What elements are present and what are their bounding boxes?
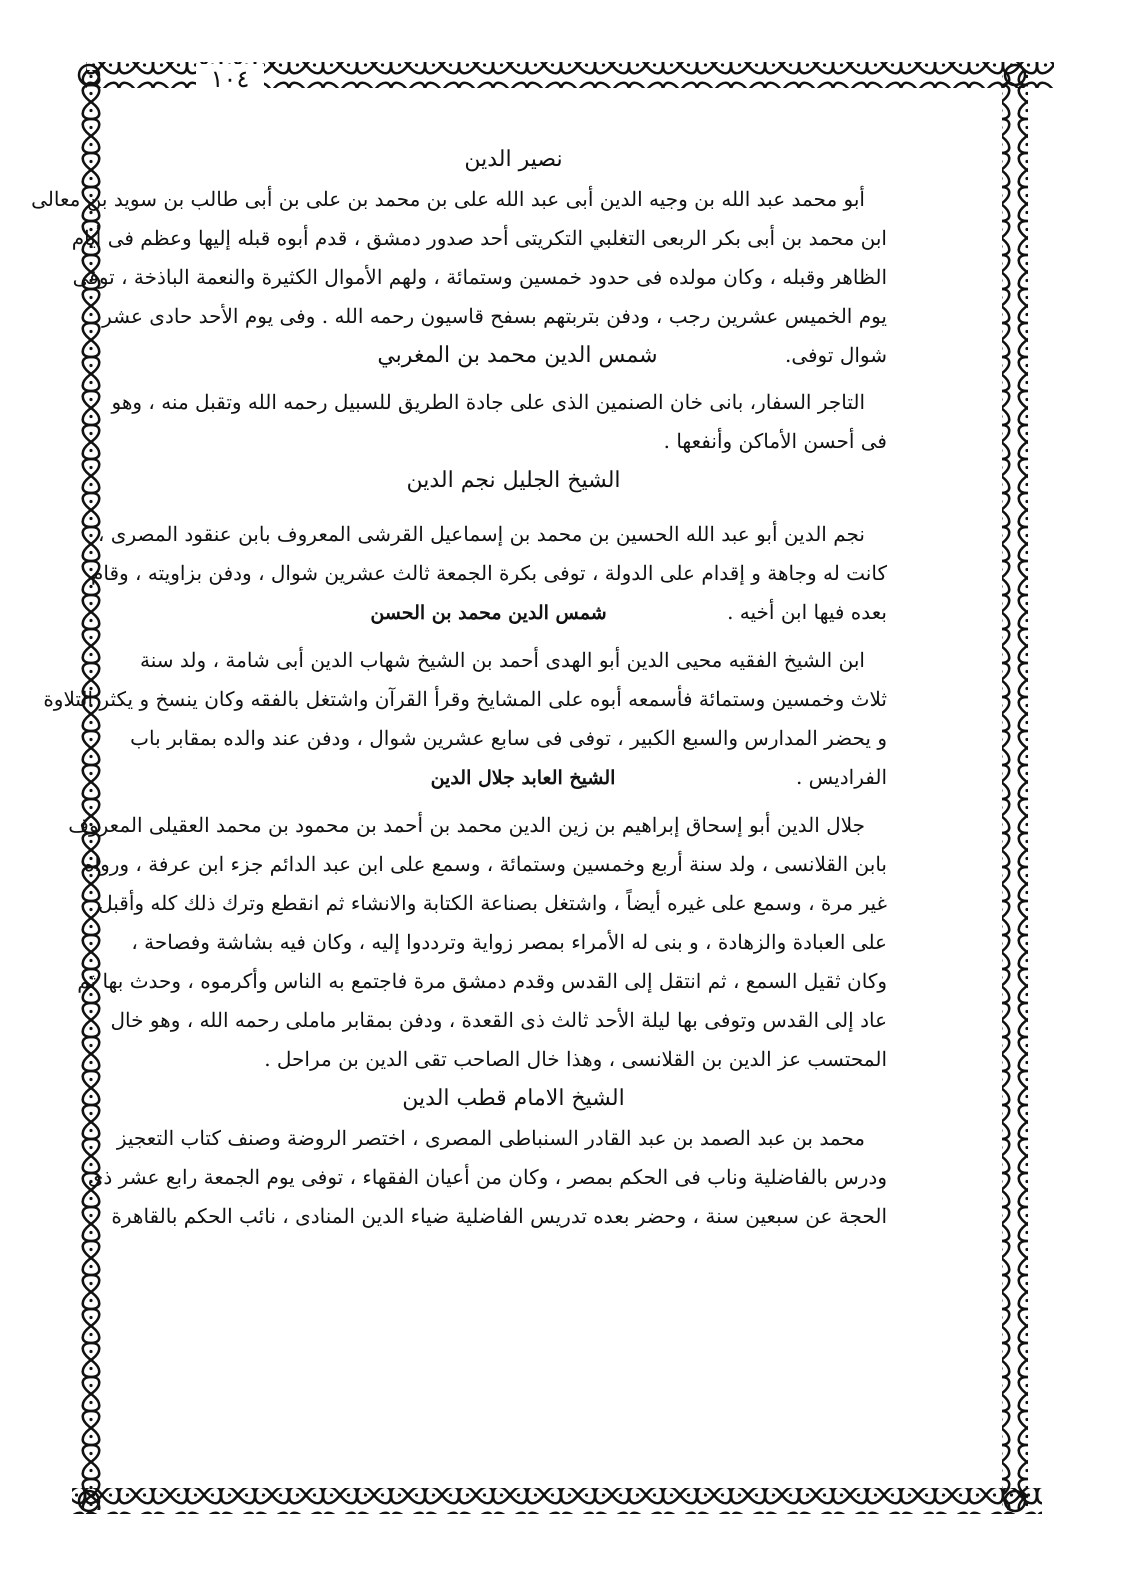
text-line: نجم الدين أبو عبد الله الحسين بن محمد بن إسماعيل القرشى المعروف بابن عنقود المصرى ، [97, 522, 865, 546]
page-number: ١٠٤ [196, 64, 264, 94]
text-line: الظاهر وقبله ، وكان مولده فى حدود خمسين وستمائة ، ولهم الأموال الكثيرة والنعمة الباذخة ، توفى [72, 265, 887, 289]
inline-heading-row [140, 593, 887, 633]
section-paragraph [68, 806, 887, 1079]
text-line: محمد بن عبد الصمد بن عبد القادر السنباطى المصرى ، اختصر الروضة وصنف كتاب التعجيز [116, 1126, 865, 1150]
text-line: الحجة عن سبعين سنة ، وحضر بعده تدريس الفاضلية ضياء الدين المنادى ، نائب الحكم بالقاهرة [111, 1204, 887, 1228]
text-line: بابن القلانسى ، ولد سنة أربع وخمسين وستمائة ، وسمع على ابن عبد الدائم جزء ابن عرفة ، ورواه [84, 852, 887, 876]
text-line: و يحضر المدارس والسبع الكبير ، توفى فى سابع عشرين شوال ، ودفن عند والده بمقابر باب [130, 726, 887, 750]
text-line: ابن محمد بن أبى بكر الربعى التغلبي التكريتى أحد صدور دمشق ، قدم أبوه قبله إليها وعظم فى أيام [71, 226, 887, 250]
text-line: ثلاث وخمسين وستمائة فأسمعه أبوه على المشايخ وقرأ القرآن واشتغل بالفقه وكان ينسخ و يكثر التلاوة [43, 687, 887, 711]
text-line: عاد إلى القدس وتوفى بها ليلة الأحد ثالث ذى القعدة ، ودفن بمقابر ماملى رحمه الله ، وهو خال [110, 1008, 887, 1032]
text-line: ودرس بالفاضلية وناب فى الحكم بمصر ، وكان من أعيان الفقهاء ، توفى يوم الجمعة رابع عشر ذى [87, 1165, 887, 1189]
text-line: فى أحسن الأماكن وأنفعها . [663, 429, 887, 453]
section-heading: الشيخ الجليل نجم الدين [406, 468, 621, 493]
section-heading: الشيخ العابد جلال الدين [430, 767, 616, 789]
section-heading: شمس الدين محمد بن الحسن [370, 602, 607, 624]
text-line: بعده فيها ابن أخيه . [727, 600, 887, 624]
text-line: غير مرة ، وسمع على غيره أيضاً ، واشتغل بصناعة الكتابة والانشاء ثم انقطع وترك ذلك كله وأقبل [98, 891, 887, 915]
inline-heading-row [140, 336, 887, 375]
section-paragraph [87, 1119, 887, 1236]
text-line: أبو محمد عبد الله بن وجيه الدين أبى عبد الله على بن محمد بن على بن أبى طالب بن سويد بن معالى [31, 187, 865, 211]
section-paragraph [43, 641, 887, 758]
text-line: على العبادة والزهادة ، و بنى له الأمراء بمصر زواية وترددوا إليه ، وكان فيه بشاشة وفصاحة ، [131, 930, 887, 954]
inline-heading-row [140, 758, 887, 798]
section-paragraph [91, 515, 887, 593]
section-heading: الشيخ الامام قطب الدين [402, 1086, 625, 1111]
text-line: كانت له وجاهة و إقدام على الدولة ، توفى بكرة الجمعة ثالث عشرين شوال ، ودفن بزاويته ، وقام [91, 561, 887, 585]
text-line: الفراديس . [795, 765, 887, 789]
text-line: المحتسب عز الدين بن القلانسى ، وهذا خال الصاحب تقى الدين بن مراحل . [264, 1047, 887, 1071]
section-paragraph [111, 383, 887, 461]
text-line: التاجر السفار، بانى خان الصنمين الذى على جادة الطريق للسبيل رحمه الله وتقبل منه ، وهو [111, 390, 865, 414]
text-line: يوم الخميس عشرين رجب ، ودفن بتربتهم بسفح قاسيون رحمه الله . وفى يوم الأحد حادى عشر [102, 304, 887, 328]
section-heading: نصير الدين [464, 147, 563, 172]
text-line: شوال توفى. [784, 343, 887, 367]
section-heading: شمس الدين محمد بن المغربي [377, 343, 658, 368]
section-paragraph [31, 180, 887, 336]
text-line: جلال الدين أبو إسحاق إبراهيم بن زين الدين محمد بن أحمد بن محمود بن محمد العقيلى المعروف [68, 813, 865, 837]
text-body [31, 140, 887, 1485]
text-line: وكان ثقيل السمع ، ثم انتقل إلى القدس وقدم دمشق مرة فاجتمع به الناس وأكرموه ، وحدث بها ثم [77, 969, 887, 993]
text-line: ابن الشيخ الفقيه محيى الدين أبو الهدى أحمد بن الشيخ شهاب الدين أبى شامة ، ولد سنة [140, 648, 865, 672]
